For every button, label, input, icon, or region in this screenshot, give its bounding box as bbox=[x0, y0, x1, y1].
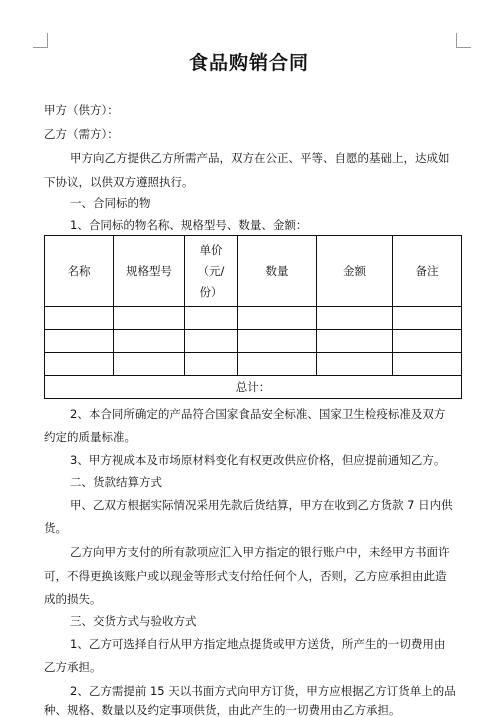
section-2-para-1-line-2: 货。 bbox=[44, 521, 67, 535]
table-header-row bbox=[45, 236, 462, 307]
intro-line-1: 甲方向乙方提供乙方所需产品，双方在公正、平等、自愿的基础上，达成如 bbox=[70, 151, 450, 165]
section-1-item-1: 1、合同标的物名称、规格型号、数量、金额： bbox=[70, 218, 308, 232]
page-corner-mark-top-right bbox=[456, 33, 471, 48]
section-2-title: 二、货款结算方式 bbox=[70, 475, 162, 489]
header-spec: 规格型号 bbox=[114, 236, 185, 307]
intro-line-2: 下协议，以供双方遵照执行。 bbox=[44, 175, 194, 189]
page-corner-mark-top-left bbox=[33, 33, 48, 48]
header-unit-price-line-3: 份） bbox=[199, 284, 223, 299]
section-2-para-1-line-1: 甲、乙双方根据实际情况采用先款后货结算，甲方在收到乙方货款 7 日内供 bbox=[70, 498, 453, 512]
section-3-title: 三、交货方式与验收方式 bbox=[70, 614, 197, 628]
header-quantity: 数量 bbox=[238, 236, 317, 307]
section-2-para-2-line-3: 成的损失。 bbox=[44, 592, 102, 606]
table-total-row bbox=[45, 376, 462, 399]
header-name: 名称 bbox=[45, 236, 114, 307]
section-1-item-2-line-1: 2、本合同所确定的产品符合国家食品安全标准、国家卫生检疫标准及双方 bbox=[70, 407, 446, 421]
header-remarks: 备注 bbox=[393, 236, 462, 307]
header-unit-price bbox=[185, 236, 238, 307]
table-row bbox=[45, 353, 462, 376]
section-3-item-2-line-2: 种、规格、数量以及约定事项供货，由此产生的一切费用由乙方承担。 bbox=[44, 703, 401, 717]
section-1-item-2-line-2: 约定的质量标准。 bbox=[44, 430, 136, 444]
section-3-item-2-line-1: 2、乙方需提前 15 天以书面方式向甲方订货，甲方应根据乙方订货单上的品 bbox=[70, 684, 456, 698]
document-title: 食品购销合同 bbox=[188, 52, 309, 74]
section-3-item-1-line-1: 1、乙方可选择自行从甲方指定地点提货或甲方送货，所产生的一切费用由 bbox=[70, 637, 446, 651]
goods-table bbox=[44, 235, 462, 399]
section-2-para-2-line-2: 可，不得更换该账户或以现金等形式支付给任何个人，否则，乙方应承担由此造 bbox=[44, 569, 447, 583]
section-1-item-3: 3、甲方视成本及市场原材料变化有权更改供应价格，但应提前通知乙方。 bbox=[70, 453, 446, 467]
party-b-label: 乙方（需方）： bbox=[44, 127, 119, 141]
total-label: 总计： bbox=[45, 376, 462, 399]
party-a-label: 甲方（供方）： bbox=[44, 103, 119, 117]
header-unit-price-line-2: （元/ bbox=[197, 263, 225, 278]
table-row bbox=[45, 307, 462, 330]
table-row bbox=[45, 330, 462, 353]
section-3-item-1-line-2: 乙方承担。 bbox=[44, 660, 102, 674]
section-1-title: 一、合同标的物 bbox=[70, 196, 151, 210]
section-2-para-2-line-1: 乙方向甲方支付的所有款项应汇入甲方指定的银行账户中，未经甲方书面许 bbox=[70, 545, 450, 559]
header-unit-price-line-1: 单价 bbox=[199, 242, 223, 257]
header-amount: 金额 bbox=[317, 236, 393, 307]
